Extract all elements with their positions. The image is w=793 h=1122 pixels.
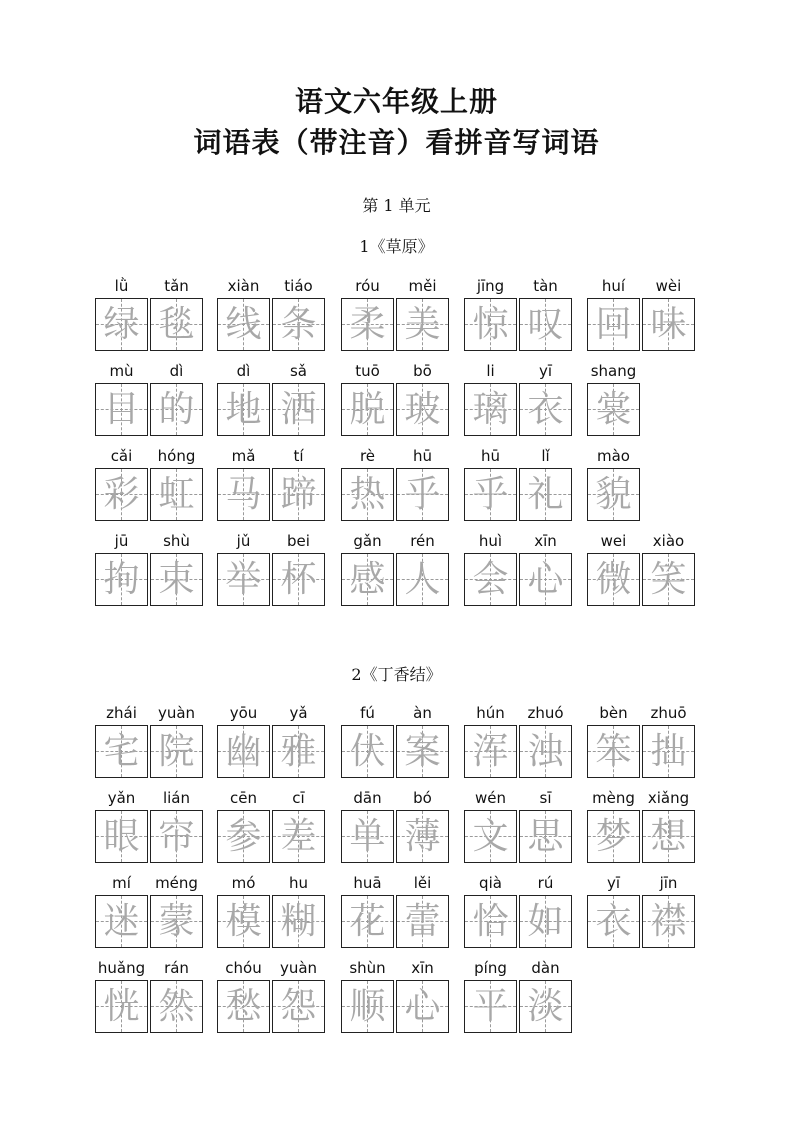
pinyin-label: wei [600, 532, 627, 550]
tianzige-box [396, 980, 449, 1033]
word-row [95, 360, 715, 438]
tianzige-box [642, 553, 695, 606]
pinyin-label: shang [590, 362, 637, 380]
word-row [95, 872, 715, 950]
character-cell [396, 530, 449, 608]
pinyin-label: yī [538, 362, 553, 380]
tianzige-box [272, 298, 325, 351]
pinyin-label: tí [293, 447, 304, 465]
tracing-character: 帘 [158, 816, 195, 857]
tracing-character: 梦 [595, 816, 632, 857]
character-cell [150, 530, 203, 608]
pinyin-label: méng [155, 874, 198, 892]
tracing-character: 马 [225, 474, 262, 515]
tianzige-box [642, 895, 695, 948]
tracing-character: 差 [280, 816, 317, 857]
tracing-character: 蒙 [158, 901, 195, 942]
pinyin-label: huǎng [97, 959, 146, 977]
tracing-character: 浑 [472, 731, 509, 772]
tianzige-box [464, 810, 517, 863]
tracing-character: 热 [349, 474, 386, 515]
tianzige-box [587, 810, 640, 863]
tracing-character: 蹄 [280, 474, 317, 515]
pinyin-label: mèng [592, 789, 635, 807]
tianzige-box [150, 553, 203, 606]
tianzige-box [95, 298, 148, 351]
tianzige-box [95, 553, 148, 606]
word-row [95, 957, 715, 1035]
word-row [95, 787, 715, 865]
pinyin-label: hóng [157, 447, 196, 465]
tracing-character: 虹 [158, 474, 195, 515]
tianzige-box [341, 468, 394, 521]
tracing-character: 心 [527, 559, 564, 600]
pinyin-label: dān [353, 789, 382, 807]
tianzige-box [519, 383, 572, 436]
page-title: 语文六年级上册 [294, 85, 498, 118]
tianzige-box [396, 553, 449, 606]
tracing-character: 案 [404, 731, 441, 772]
tracing-character: 笨 [595, 731, 632, 772]
tracing-character: 雅 [280, 731, 317, 772]
tianzige-box [217, 725, 270, 778]
pinyin-label: jīn [659, 874, 678, 892]
character-cell [396, 360, 449, 438]
tianzige-box [150, 810, 203, 863]
character-cell [519, 360, 572, 438]
tracing-character: 裳 [595, 389, 632, 430]
tianzige-box [217, 468, 270, 521]
character-cell [519, 702, 572, 780]
pinyin-label: tàn [533, 277, 558, 295]
tracing-character: 幽 [225, 731, 262, 772]
pinyin-label: cǎi [110, 447, 133, 465]
character-cell [150, 702, 203, 780]
pinyin-label: bei [287, 532, 310, 550]
pinyin-label: mào [597, 447, 630, 465]
tracing-character: 衣 [595, 901, 632, 942]
tracing-character: 襟 [650, 901, 687, 942]
tracing-character: 人 [404, 559, 441, 600]
tracing-character: 会 [472, 559, 509, 600]
pinyin-label: huí [601, 277, 626, 295]
tianzige-box [587, 468, 640, 521]
tracing-character: 恰 [472, 901, 509, 942]
pinyin-label: bō [413, 362, 432, 380]
tracing-character: 模 [225, 901, 262, 942]
tianzige-box [464, 553, 517, 606]
tianzige-box [217, 298, 270, 351]
pinyin-label: jū [114, 532, 129, 550]
pinyin-label: sǎ [289, 362, 307, 380]
pinyin-label: zhái [106, 704, 137, 722]
tianzige-box [95, 383, 148, 436]
tracing-character: 如 [527, 901, 564, 942]
tracing-character: 拘 [103, 559, 140, 600]
tianzige-box [150, 468, 203, 521]
tracing-character: 貌 [595, 474, 632, 515]
lesson-grid [95, 702, 715, 1042]
tianzige-box [341, 895, 394, 948]
pinyin-label: dì [236, 362, 251, 380]
tianzige-box [587, 895, 640, 948]
tracing-character: 微 [595, 559, 632, 600]
pinyin-label: gǎn [353, 532, 382, 550]
character-cell [272, 275, 325, 353]
tracing-character: 毯 [158, 304, 195, 345]
lesson-title: 2《丁香结》 [351, 665, 442, 684]
pinyin-label: yuàn [279, 959, 318, 977]
tianzige-box [519, 468, 572, 521]
tracing-character: 文 [472, 816, 509, 857]
pinyin-label: dì [169, 362, 184, 380]
pinyin-label: tiáo [284, 277, 313, 295]
character-cell [272, 702, 325, 780]
tianzige-box [587, 725, 640, 778]
tianzige-box [519, 725, 572, 778]
tracing-character: 笑 [650, 559, 687, 600]
pinyin-label: xīn [534, 532, 557, 550]
lesson-grid [95, 275, 715, 615]
character-cell [642, 787, 695, 865]
pinyin-label: píng [474, 959, 507, 977]
tianzige-box [396, 298, 449, 351]
pinyin-label: shùn [349, 959, 386, 977]
tracing-character: 参 [225, 816, 262, 857]
tracing-character: 浊 [527, 731, 564, 772]
tianzige-box [464, 468, 517, 521]
tianzige-box [341, 725, 394, 778]
tracing-character: 想 [650, 816, 687, 857]
tianzige-box [519, 810, 572, 863]
tracing-character: 举 [225, 559, 262, 600]
pinyin-label: xiào [652, 532, 685, 550]
pinyin-label: tuō [355, 362, 380, 380]
tianzige-box [587, 298, 640, 351]
tracing-character: 玻 [404, 389, 441, 430]
pinyin-label: hu [288, 874, 308, 892]
tracing-character: 乎 [472, 474, 509, 515]
pinyin-label: dàn [531, 959, 560, 977]
pinyin-label: lǜ [114, 277, 129, 295]
tracing-character: 平 [472, 986, 509, 1027]
tracing-character: 怨 [280, 986, 317, 1027]
tianzige-box [272, 810, 325, 863]
tracing-character: 迷 [103, 901, 140, 942]
pinyin-label: jīng [476, 277, 505, 295]
pinyin-label: shù [163, 532, 190, 550]
pinyin-label: mù [109, 362, 134, 380]
tianzige-box [217, 895, 270, 948]
character-cell [272, 787, 325, 865]
tracing-character: 彩 [103, 474, 140, 515]
character-cell [272, 530, 325, 608]
tianzige-box [587, 383, 640, 436]
tracing-character: 杯 [280, 559, 317, 600]
character-cell [272, 445, 325, 523]
tianzige-box [150, 980, 203, 1033]
unit-heading: 第 1 单元 [362, 196, 431, 215]
tracing-character: 拙 [650, 731, 687, 772]
pinyin-label: rú [537, 874, 554, 892]
pinyin-label: bèn [599, 704, 628, 722]
tianzige-box [95, 895, 148, 948]
pinyin-label: mó [231, 874, 256, 892]
tracing-character: 地 [225, 389, 262, 430]
pinyin-label: yī [606, 874, 621, 892]
character-cell [396, 872, 449, 950]
character-cell [150, 360, 203, 438]
tracing-character: 眼 [103, 816, 140, 857]
character-cell [587, 360, 640, 438]
tianzige-box [396, 468, 449, 521]
pinyin-label: cī [292, 789, 305, 807]
pinyin-label: hū [480, 447, 500, 465]
pinyin-label: chóu [225, 959, 262, 977]
lesson-title: 1《草原》 [359, 237, 434, 256]
tracing-character: 柔 [349, 304, 386, 345]
tianzige-box [642, 725, 695, 778]
tianzige-box [341, 810, 394, 863]
character-cell [519, 957, 572, 1035]
character-cell [519, 787, 572, 865]
pinyin-label: bó [413, 789, 432, 807]
tracing-character: 单 [349, 816, 386, 857]
tianzige-box [217, 980, 270, 1033]
tianzige-box [396, 810, 449, 863]
pinyin-label: jǔ [236, 532, 251, 550]
pinyin-label: zhuó [527, 704, 564, 722]
tianzige-box [464, 725, 517, 778]
tianzige-box [95, 980, 148, 1033]
character-cell [150, 787, 203, 865]
tracing-character: 礼 [527, 474, 564, 515]
pinyin-label: huā [353, 874, 382, 892]
tracing-character: 绿 [103, 304, 140, 345]
character-cell [396, 702, 449, 780]
pinyin-label: mí [112, 874, 131, 892]
character-cell [642, 872, 695, 950]
pinyin-label: fú [360, 704, 375, 722]
tracing-character: 洒 [280, 389, 317, 430]
character-cell [587, 445, 640, 523]
pinyin-label: yǎn [107, 789, 136, 807]
pinyin-label: xiàn [227, 277, 260, 295]
tianzige-box [519, 895, 572, 948]
character-cell [519, 275, 572, 353]
tianzige-box [519, 553, 572, 606]
tianzige-box [464, 383, 517, 436]
tianzige-box [642, 298, 695, 351]
character-cell [642, 702, 695, 780]
tracing-character: 束 [158, 559, 195, 600]
word-row [95, 530, 715, 608]
tianzige-box [464, 895, 517, 948]
pinyin-label: wén [474, 789, 506, 807]
word-row [95, 445, 715, 523]
pinyin-label: rán [164, 959, 189, 977]
pinyin-label: xīn [411, 959, 434, 977]
tianzige-box [150, 298, 203, 351]
tracing-character: 脱 [349, 389, 386, 430]
pinyin-label: yōu [229, 704, 258, 722]
pinyin-label: yǎ [289, 704, 308, 722]
tracing-character: 愁 [225, 986, 262, 1027]
pinyin-label: hū [412, 447, 432, 465]
tianzige-box [272, 980, 325, 1033]
tianzige-box [396, 895, 449, 948]
tianzige-box [464, 980, 517, 1033]
pinyin-label: zhuō [650, 704, 687, 722]
character-cell [642, 275, 695, 353]
tianzige-box [272, 383, 325, 436]
tracing-character: 宅 [103, 731, 140, 772]
tianzige-box [272, 725, 325, 778]
pinyin-label: tǎn [164, 277, 189, 295]
tianzige-box [519, 980, 572, 1033]
tracing-character: 璃 [472, 389, 509, 430]
pinyin-label: cēn [230, 789, 257, 807]
tianzige-box [217, 810, 270, 863]
pinyin-label: rén [410, 532, 435, 550]
tianzige-box [272, 895, 325, 948]
tianzige-box [272, 553, 325, 606]
pinyin-label: lǐ [541, 447, 550, 465]
tianzige-box [150, 383, 203, 436]
tracing-character: 心 [404, 986, 441, 1027]
tracing-character: 衣 [527, 389, 564, 430]
tracing-character: 的 [158, 389, 195, 430]
tracing-character: 惊 [472, 304, 509, 345]
character-cell [519, 445, 572, 523]
character-cell [519, 530, 572, 608]
tracing-character: 乎 [404, 474, 441, 515]
pinyin-label: wèi [655, 277, 682, 295]
pinyin-label: hún [476, 704, 505, 722]
character-cell [396, 275, 449, 353]
tracing-character: 薄 [404, 816, 441, 857]
pinyin-label: qià [479, 874, 502, 892]
pinyin-label: lián [162, 789, 191, 807]
tianzige-box [396, 383, 449, 436]
tracing-character: 顺 [349, 986, 386, 1027]
character-cell [642, 530, 695, 608]
word-row [95, 702, 715, 780]
pinyin-label: huì [478, 532, 503, 550]
pinyin-label: li [486, 362, 495, 380]
tianzige-box [519, 298, 572, 351]
character-cell [150, 275, 203, 353]
character-cell [272, 872, 325, 950]
tianzige-box [95, 725, 148, 778]
tianzige-box [341, 383, 394, 436]
character-cell [396, 957, 449, 1035]
tracing-character: 蕾 [404, 901, 441, 942]
character-cell [150, 445, 203, 523]
tianzige-box [217, 553, 270, 606]
pinyin-label: mǎ [231, 447, 256, 465]
character-cell [519, 872, 572, 950]
pinyin-label: rè [359, 447, 376, 465]
tianzige-box [95, 468, 148, 521]
pinyin-label: róu [355, 277, 380, 295]
tracing-character: 味 [650, 304, 687, 345]
tracing-character: 条 [280, 304, 317, 345]
tracing-character: 淡 [527, 986, 564, 1027]
tracing-character: 院 [158, 731, 195, 772]
tracing-character: 线 [225, 304, 262, 345]
tracing-character: 伏 [349, 731, 386, 772]
tianzige-box [341, 298, 394, 351]
character-cell [396, 787, 449, 865]
tianzige-box [341, 553, 394, 606]
pinyin-label: sī [539, 789, 552, 807]
tracing-character: 思 [527, 816, 564, 857]
character-cell [272, 360, 325, 438]
tracing-character: 花 [349, 901, 386, 942]
tianzige-box [95, 810, 148, 863]
page-subtitle: 词语表（带注音）看拼音写词语 [193, 126, 600, 159]
tianzige-box [464, 298, 517, 351]
pinyin-label: yuàn [157, 704, 196, 722]
tracing-character: 目 [103, 389, 140, 430]
tianzige-box [642, 810, 695, 863]
tracing-character: 美 [404, 304, 441, 345]
pinyin-label: àn [413, 704, 432, 722]
tracing-character: 回 [595, 304, 632, 345]
tianzige-box [150, 895, 203, 948]
tracing-character: 糊 [280, 901, 317, 942]
pinyin-label: xiǎng [647, 789, 690, 807]
tracing-character: 感 [349, 559, 386, 600]
tianzige-box [587, 553, 640, 606]
word-row [95, 275, 715, 353]
tracing-character: 叹 [527, 304, 564, 345]
tracing-character: 然 [158, 986, 195, 1027]
tianzige-box [217, 383, 270, 436]
pinyin-label: měi [408, 277, 437, 295]
tracing-character: 恍 [103, 986, 140, 1027]
character-cell [272, 957, 325, 1035]
tianzige-box [272, 468, 325, 521]
tianzige-box [150, 725, 203, 778]
tianzige-box [396, 725, 449, 778]
pinyin-label: lěi [413, 874, 432, 892]
character-cell [150, 872, 203, 950]
tianzige-box [341, 980, 394, 1033]
character-cell [150, 957, 203, 1035]
character-cell [396, 445, 449, 523]
